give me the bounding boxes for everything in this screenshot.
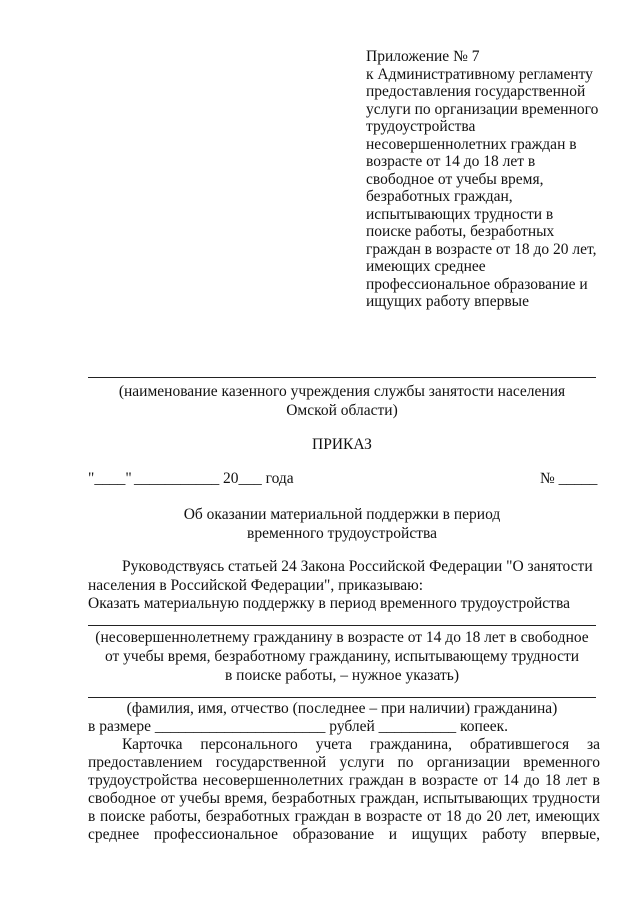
appendix-line: к Административному регламенту	[366, 65, 593, 83]
amount-line: в размере ______________________ рублей __________ копеек.	[88, 718, 508, 735]
citizen-type-caption	[88, 628, 596, 685]
citizen-type-caption-line: в поиске работы, – нужное указать)	[224, 667, 459, 684]
preamble-line: населения в Российской Федерации", приказываю:	[88, 577, 423, 594]
order-subject	[88, 505, 596, 543]
card-paragraph-line: среднее профессиональное образование и ищущих работу впервые,	[88, 826, 600, 843]
appendix-line: предоставления государственной	[366, 83, 586, 100]
card-paragraph-line: предоставлением государственной услуги по организации временного	[88, 754, 600, 771]
citizen-type-caption-line: (несовершеннолетнему гражданину в возрасте от 14 до 18 лет в свободное	[95, 629, 589, 646]
card-paragraph	[88, 736, 600, 844]
appendix-line: услуги по организации временного	[366, 100, 599, 118]
order-title: ПРИКАЗ	[312, 436, 372, 453]
institution-caption-line: (наименование казенного учреждения службы занятости населения	[118, 383, 566, 400]
order-number: № _____	[540, 470, 598, 487]
appendix-reference	[366, 48, 598, 311]
institution-caption-line: Омской области)	[286, 402, 398, 419]
preamble-line: Оказать материальную поддержку в период временного трудоустройства	[88, 595, 570, 612]
fio-caption: (фамилия, имя, отчество (последнее – при наличии) гражданина)	[126, 700, 558, 717]
citizen-type-caption-line: от учебы время, безработному гражданину, испытывающему трудности	[104, 648, 580, 665]
institution-caption	[88, 382, 596, 420]
card-paragraph-line: Карточка персонального учета гражданина, обратившегося за	[122, 736, 600, 753]
appendix-line: имеющих среднее	[366, 258, 486, 275]
appendix-line: поиске работы, безработных	[366, 223, 555, 240]
subject-line: временного трудоустройства	[247, 525, 437, 542]
appendix-line: профессиональное образование и	[366, 275, 588, 293]
card-paragraph-line: трудоустройства несовершеннолетних граждан в возрасте от 14 до 18 лет в	[88, 772, 600, 789]
preamble-line: Руководствуясь статьей 24 Закона Российской Федерации "О занятости	[122, 558, 593, 575]
date-year: 20___ года	[223, 470, 294, 487]
citizen-type-field[interactable]	[88, 625, 596, 626]
card-paragraph-line: свободное от учебы время, безработных граждан, испытывающих трудности	[88, 790, 600, 807]
appendix-line: ищущих работу впервые	[366, 293, 529, 310]
appendix-line: безработных граждан,	[366, 188, 513, 205]
date-month: ___________	[134, 470, 220, 487]
card-paragraph-line: в поиске работы, безработных граждан в возрасте от 18 до 20 лет, имеющих	[88, 808, 600, 825]
date-day: "____"	[88, 470, 132, 487]
appendix-line: трудоустройства	[366, 118, 476, 135]
appendix-line: испытывающих трудности в	[366, 205, 554, 223]
institution-name-field[interactable]	[88, 377, 596, 378]
appendix-line: возрасте от 14 до 18 лет в	[366, 153, 536, 170]
subject-line: Об оказании материальной поддержки в период	[183, 506, 501, 523]
appendix-line: свободное от учебы время,	[366, 170, 544, 188]
fio-field[interactable]	[88, 697, 596, 698]
appendix-line: граждан в возрасте от 18 до 20 лет,	[366, 240, 597, 258]
appendix-line: Приложение № 7	[366, 48, 480, 65]
appendix-line: несовершеннолетних граждан в	[366, 135, 577, 153]
